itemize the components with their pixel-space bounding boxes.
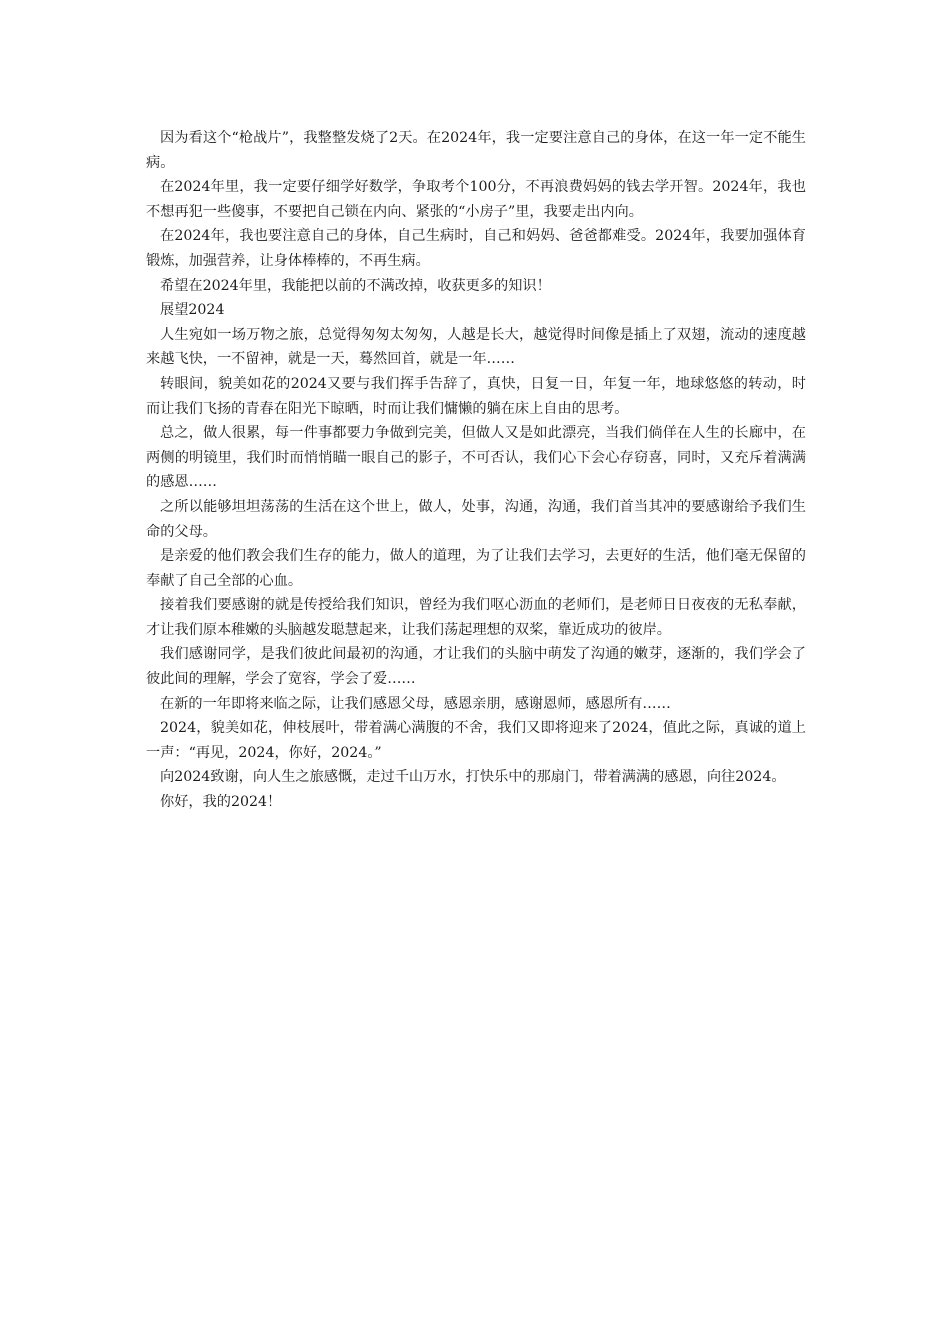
paragraph-parents: 之所以能够坦坦荡荡的生活在这个世上，做人，处事，沟通，沟通，我们首当其冲的要感谢给予我们生命的父母。 (146, 498, 806, 540)
paragraph-classmates: 我们感谢同学，是我们彼此间最初的沟通，才让我们的头脑中萌发了沟通的嫩芽，逐渐的，我们学会了彼此间的理解，学会了宽容，学会了爱…… (146, 646, 806, 688)
paragraph-gratitude: 总之，做人很累，每一件事都要力争做到完美，但做人又是如此漂亮，当我们倘佯在人生的长廊中，在两侧的明镜里，我们时而悄悄瞄一眼自己的影子，不可否认，我们心下会心存窃喜，同时，又充斥着满满的感恩…… (146, 425, 806, 491)
paragraph-journey: 人生宛如一场万物之旅，总觉得匆匆太匆匆，人越是长大，越觉得时间像是插上了双翅，流动的速度越来越飞快，一不留神，就是一天，蓦然回首，就是一年…… (146, 326, 806, 368)
document-body (146, 126, 806, 815)
paragraph-farewell: 转眼间，貌美如花的2024又要与我们挥手告辞了，真快，日复一日，年复一年，地球悠悠的转动，时而让我们飞扬的青春在阳光下晾晒，时而让我们慵懒的躺在床上自由的思考。 (146, 375, 806, 417)
paragraph-new-year: 在新的一年即将来临之际，让我们感恩父母，感恩亲朋，感谢恩师，感恩所有…… (160, 695, 671, 712)
section-title: 展望2024 (160, 302, 225, 319)
paragraph-fever: 因为看这个“枪战片”，我整整发烧了2天。在2024年，我一定要注意自己的身体，在这一年一定不能生病。 (146, 130, 806, 171)
paragraph-health: 在2024年，我也要注意自己的身体，自己生病时，自己和妈妈、爸爸都难受。2024年，我要加强体育锻炼，加强营养，让身体棒棒的，不再生病。 (146, 228, 806, 269)
paragraph-teachers: 接着我们要感谢的就是传授给我们知识，曾经为我们呕心沥血的老师们，是老师日日夜夜的无私奉献，才让我们原本稚嫩的头脑越发聪慧起来，让我们荡起理想的双桨，靠近成功的彼岸。 (146, 597, 806, 638)
paragraph-thanks: 向2024致谢，向人生之旅感慨，走过千山万水，打快乐中的那扇门，带着满满的感恩，向往2024。 (160, 769, 786, 786)
paragraph-hope: 希望在2024年里，我能把以前的不满改掉，收获更多的知识！ (160, 277, 551, 294)
paragraph-math: 在2024年里，我一定要仔细学好数学，争取考个100分，不再浪费妈妈的钱去学开智。2024年，我也不想再犯一些傻事，不要把自己锁在内向、紧张的“小房子”里，我要走出内向。 (146, 179, 806, 220)
paragraph-goodbye: 2024，貌美如花，伸枝展叶，带着满心满腹的不舍，我们又即将迎来了2024，值此之际，真诚的道上一声：“再见，2024，你好，2024。” (146, 720, 806, 761)
paragraph-hello: 你好，我的2024！ (160, 794, 282, 811)
paragraph-parents-devotion: 是亲爱的他们教会我们生存的能力，做人的道理，为了让我们去学习，去更好的生活，他们毫无保留的奉献了自己全部的心血。 (146, 548, 806, 589)
